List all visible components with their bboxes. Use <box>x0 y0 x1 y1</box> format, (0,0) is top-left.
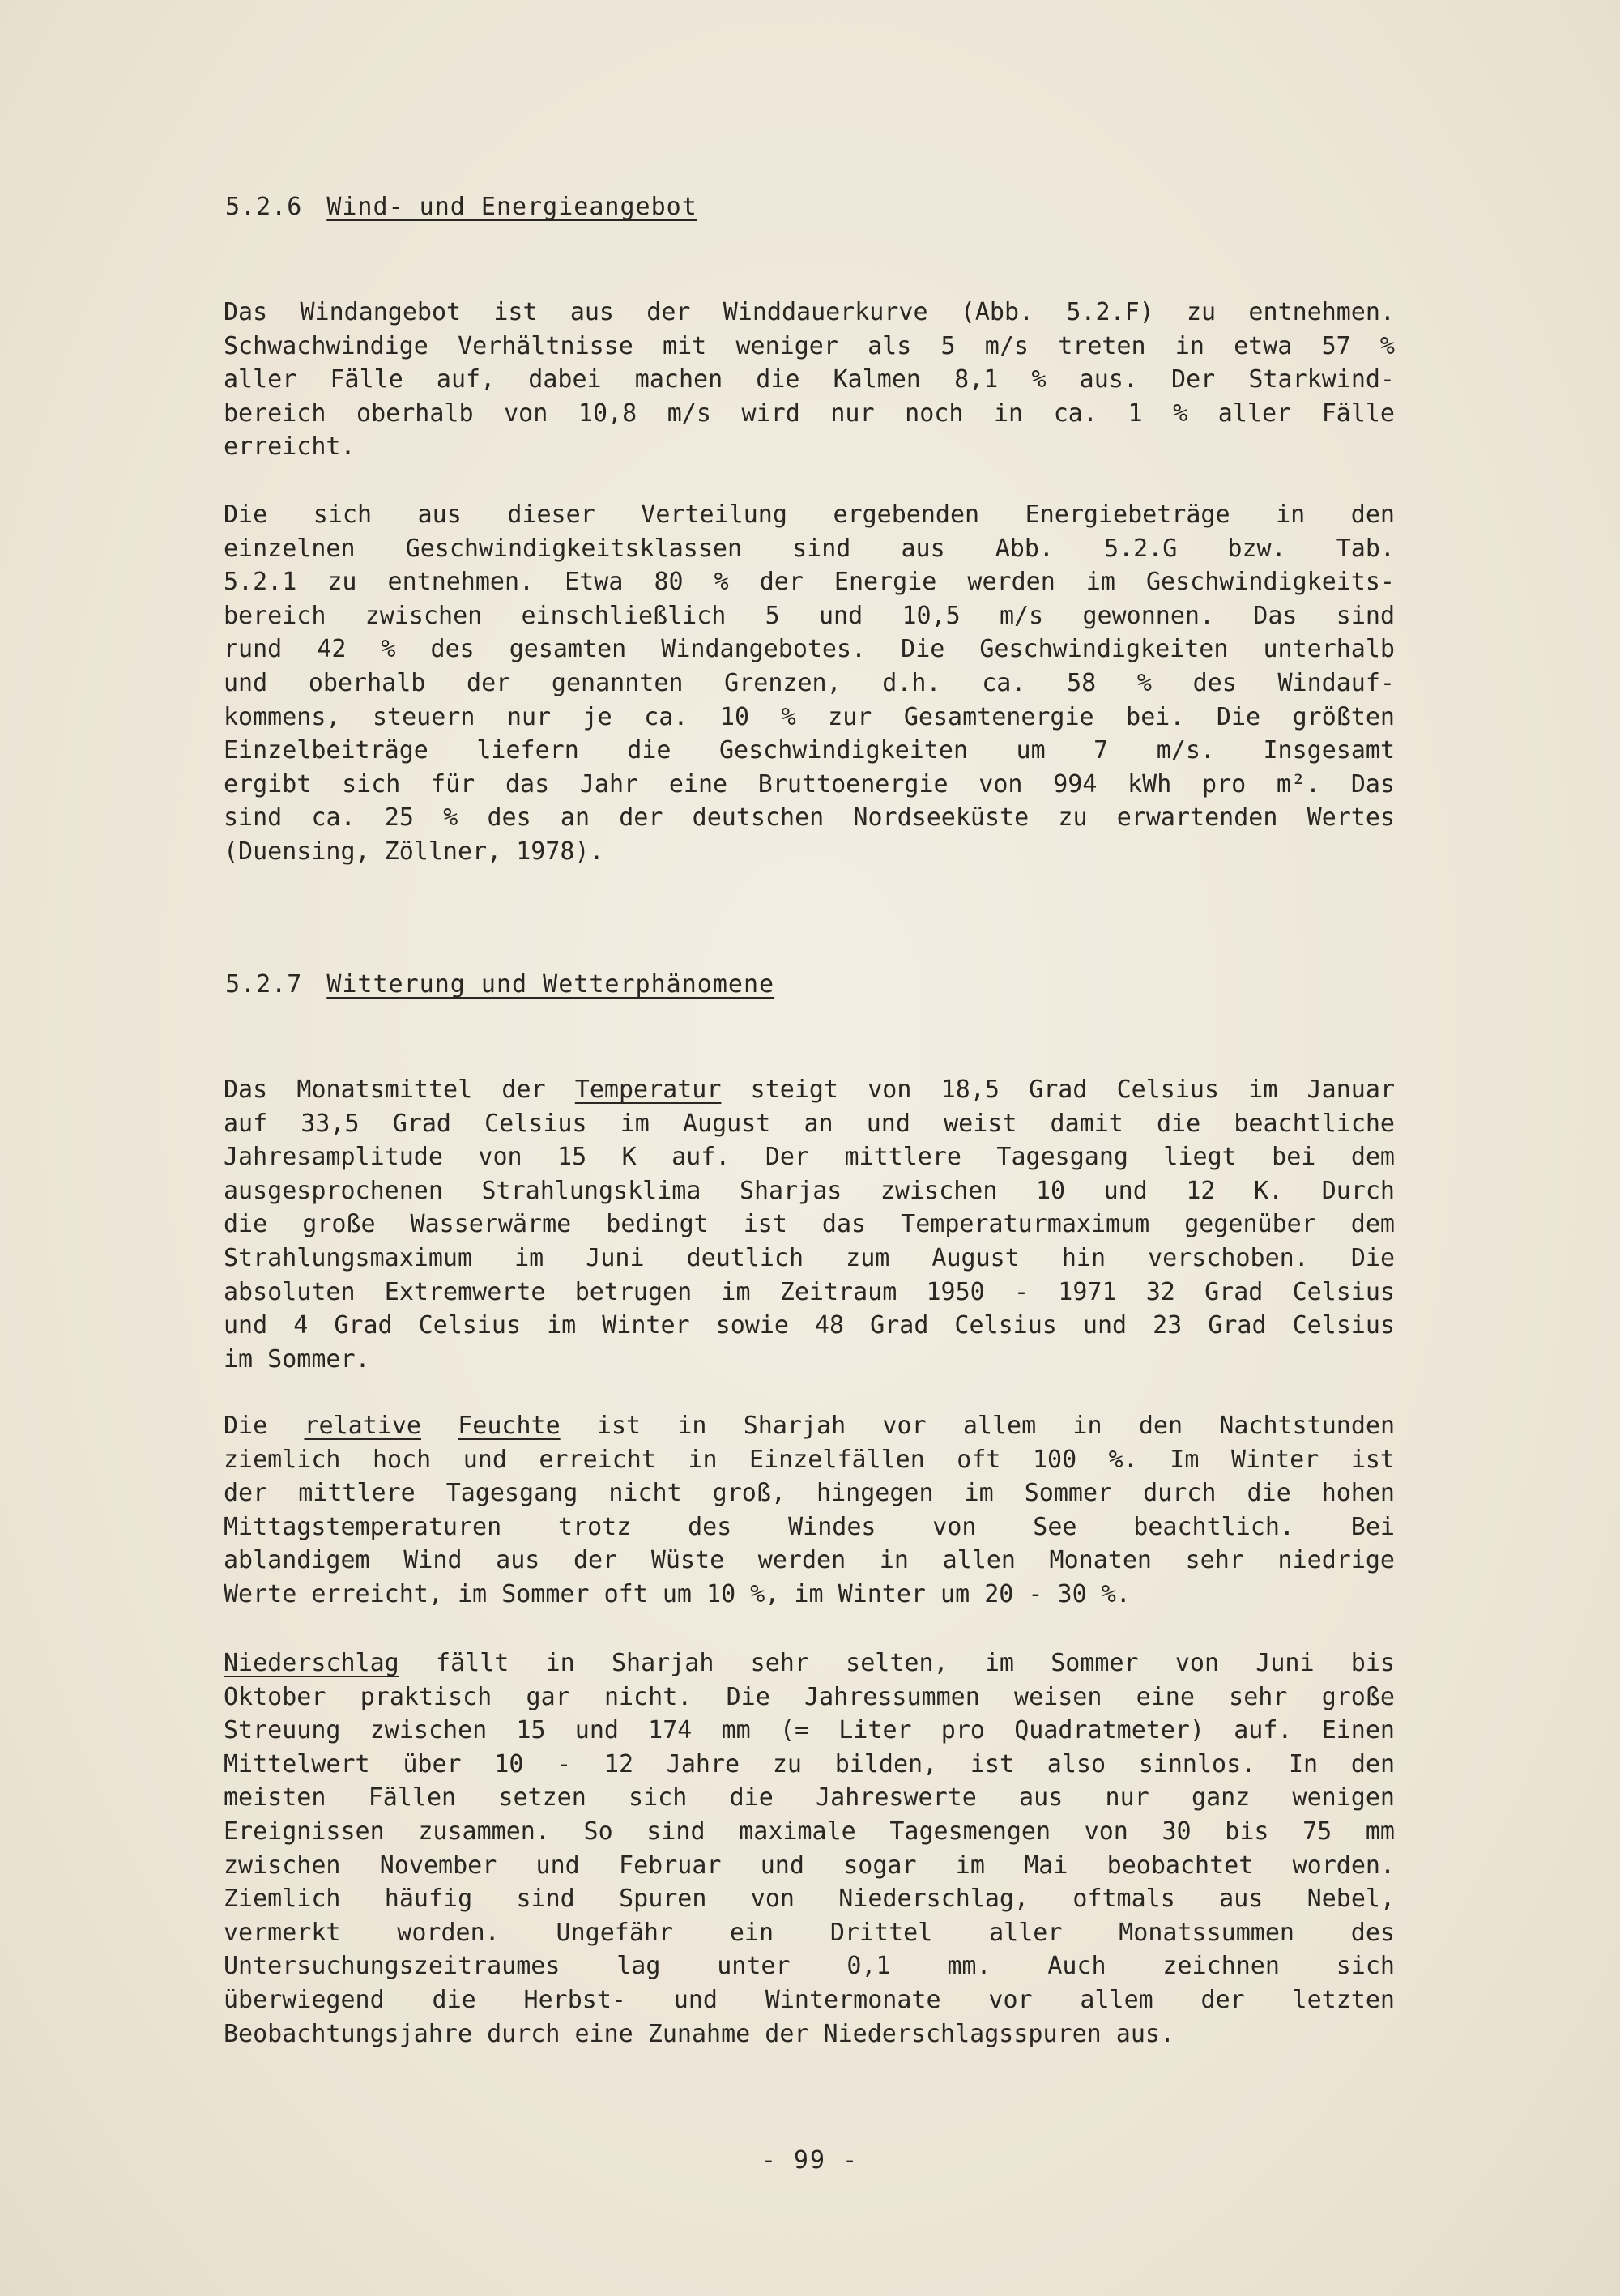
text-line: Oktober praktisch gar nicht. Die Jahressummen weisen eine sehr große <box>224 1682 1395 1711</box>
section-heading-5-2-7 <box>225 970 774 999</box>
text-line: Das Windangebot ist aus der Winddauerkurve (Abb. 5.2.F) zu entnehmen. <box>224 298 1395 326</box>
text-line: bereich oberhalb von 10,8 m/s wird nur noch in ca. 1 % aller Fälle <box>224 398 1395 428</box>
text-line: aller Fälle auf, dabei machen die Kalmen 8,1 % aus. Der Starkwind- <box>224 365 1395 394</box>
paragraph-temperature <box>224 1073 1395 1376</box>
page-number: - 99 - <box>761 2146 859 2175</box>
text-line: im Sommer. <box>224 1344 370 1374</box>
text-line: ablandigem Wind aus der Wüste werden in allen Monaten sehr niedrige <box>224 1546 1395 1575</box>
text-line: ergibt sich für das Jahr eine Bruttoenergie von 994 kWh pro m². Das <box>224 769 1395 799</box>
paragraph-energy-amounts <box>224 498 1395 869</box>
text-line: Ereignissen zusammen. So sind maximale Tagesmengen von 30 bis 75 mm <box>224 1817 1395 1846</box>
text-line: Jahresamplitude von 15 K auf. Der mittlere Tagesgang liegt bei dem <box>224 1143 1395 1172</box>
text-line: bereich zwischen einschließlich 5 und 10,5 m/s gewonnen. Das sind <box>224 601 1395 630</box>
text-line: erreicht. <box>224 432 356 462</box>
paragraph-humidity <box>224 1409 1395 1612</box>
text-line: kommens, steuern nur je ca. 10 % zur Gesamtenergie bei. Die größten <box>224 702 1395 731</box>
text-line: sind ca. 25 % des an der deutschen Nordseeküste zu erwartenden Wertes <box>224 803 1395 833</box>
text-line: auf 33,5 Grad Celsius im August an und weist damit die beachtliche <box>224 1109 1395 1138</box>
text-line: ausgesprochenen Strahlungsklima Sharjas zwischen 10 und 12 K. Durch <box>224 1176 1395 1205</box>
text-line: Beobachtungsjahre durch eine Zunahme der Niederschlagsspuren aus. <box>224 2019 1174 2048</box>
text-line: Niederschlag fällt in Sharjah sehr selten, im Sommer von Juni bis <box>224 1649 1395 1677</box>
text-line: Strahlungsmaximum im Juni deutlich zum August hin verschoben. Die <box>224 1243 1395 1272</box>
text-line: Mittagstemperaturen trotz des Windes von See beachtlich. Bei <box>224 1512 1395 1541</box>
text-line: rund 42 % des gesamten Windangebotes. Die Geschwindigkeiten unterhalb <box>224 635 1395 664</box>
underlined-term: Feuchte <box>458 1412 561 1440</box>
paragraph-precipitation <box>224 1646 1395 2051</box>
text-line: Die relative Feuchte ist in Sharjah vor allem in den Nachtstunden <box>224 1412 1395 1440</box>
paragraph-wind-supply <box>224 296 1395 464</box>
text-line: die große Wasserwärme bedingt ist das Temperaturmaximum gegenüber dem <box>224 1210 1395 1239</box>
text-line: und oberhalb der genannten Grenzen, d.h. ca. 58 % des Windauf- <box>224 668 1395 697</box>
text-line: meisten Fällen setzen sich die Jahreswerte aus nur ganz wenigen <box>224 1783 1395 1813</box>
section-heading-5-2-6 <box>225 193 697 221</box>
text-line: absoluten Extremwerte betrugen im Zeitraum 1950 - 1971 32 Grad Celsius <box>224 1277 1395 1306</box>
text-line: 5.2.1 zu entnehmen. Etwa 80 % der Energie werden im Geschwindigkeits- <box>224 568 1395 597</box>
text-line: zwischen November und Februar und sogar im Mai beobachtet worden. <box>224 1851 1395 1880</box>
text-line: Mittelwert über 10 - 12 Jahre zu bilden, ist also sinnlos. In den <box>224 1749 1395 1778</box>
underlined-term: Niederschlag <box>224 1649 399 1677</box>
text-line: Werte erreicht, im Sommer oft um 10 %, im Winter um 20 - 30 %. <box>224 1579 1131 1608</box>
text-line: und 4 Grad Celsius im Winter sowie 48 Grad Celsius und 23 Grad Celsius <box>224 1311 1395 1340</box>
text-line: der mittlere Tagesgang nicht groß, hingegen im Sommer durch die hohen <box>224 1479 1395 1508</box>
text-line: vermerkt worden. Ungefähr ein Drittel aller Monatssummen des <box>224 1918 1395 1947</box>
section-number: 5.2.7 <box>225 970 303 999</box>
text-line: ziemlich hoch und erreicht in Einzelfällen oft 100 %. Im Winter ist <box>224 1445 1395 1474</box>
section-title: Wind- und Energieangebot <box>326 193 697 221</box>
text-line: Schwachwindige Verhältnisse mit weniger als 5 m/s treten in etwa 57 % <box>224 331 1395 360</box>
underlined-term: relative <box>304 1412 421 1440</box>
text-line: Streuung zwischen 15 und 174 mm (= Liter pro Quadratmeter) auf. Einen <box>224 1716 1395 1745</box>
text-line: Das Monatsmittel der Temperatur steigt von 18,5 Grad Celsius im Januar <box>224 1076 1395 1104</box>
text-line: (Duensing, Zöllner, 1978). <box>224 837 604 866</box>
text-line: überwiegend die Herbst- und Wintermonate vor allem der letzten <box>224 1985 1395 2014</box>
text-line: Untersuchungszeitraumes lag unter 0,1 mm. Auch zeichnen sich <box>224 1952 1395 1981</box>
text-line: Einzelbeiträge liefern die Geschwindigkeiten um 7 m/s. Insgesamt <box>224 736 1395 765</box>
text-line: Ziemlich häufig sind Spuren von Niederschlag, oftmals aus Nebel, <box>224 1885 1395 1914</box>
text-line: Die sich aus dieser Verteilung ergebenden Energiebeträge in den <box>224 501 1395 529</box>
text-line: einzelnen Geschwindigkeitsklassen sind aus Abb. 5.2.G bzw. Tab. <box>224 534 1395 563</box>
underlined-term: Temperatur <box>574 1076 722 1104</box>
section-title: Witterung und Wetterphänomene <box>326 970 775 999</box>
section-number: 5.2.6 <box>225 193 303 221</box>
